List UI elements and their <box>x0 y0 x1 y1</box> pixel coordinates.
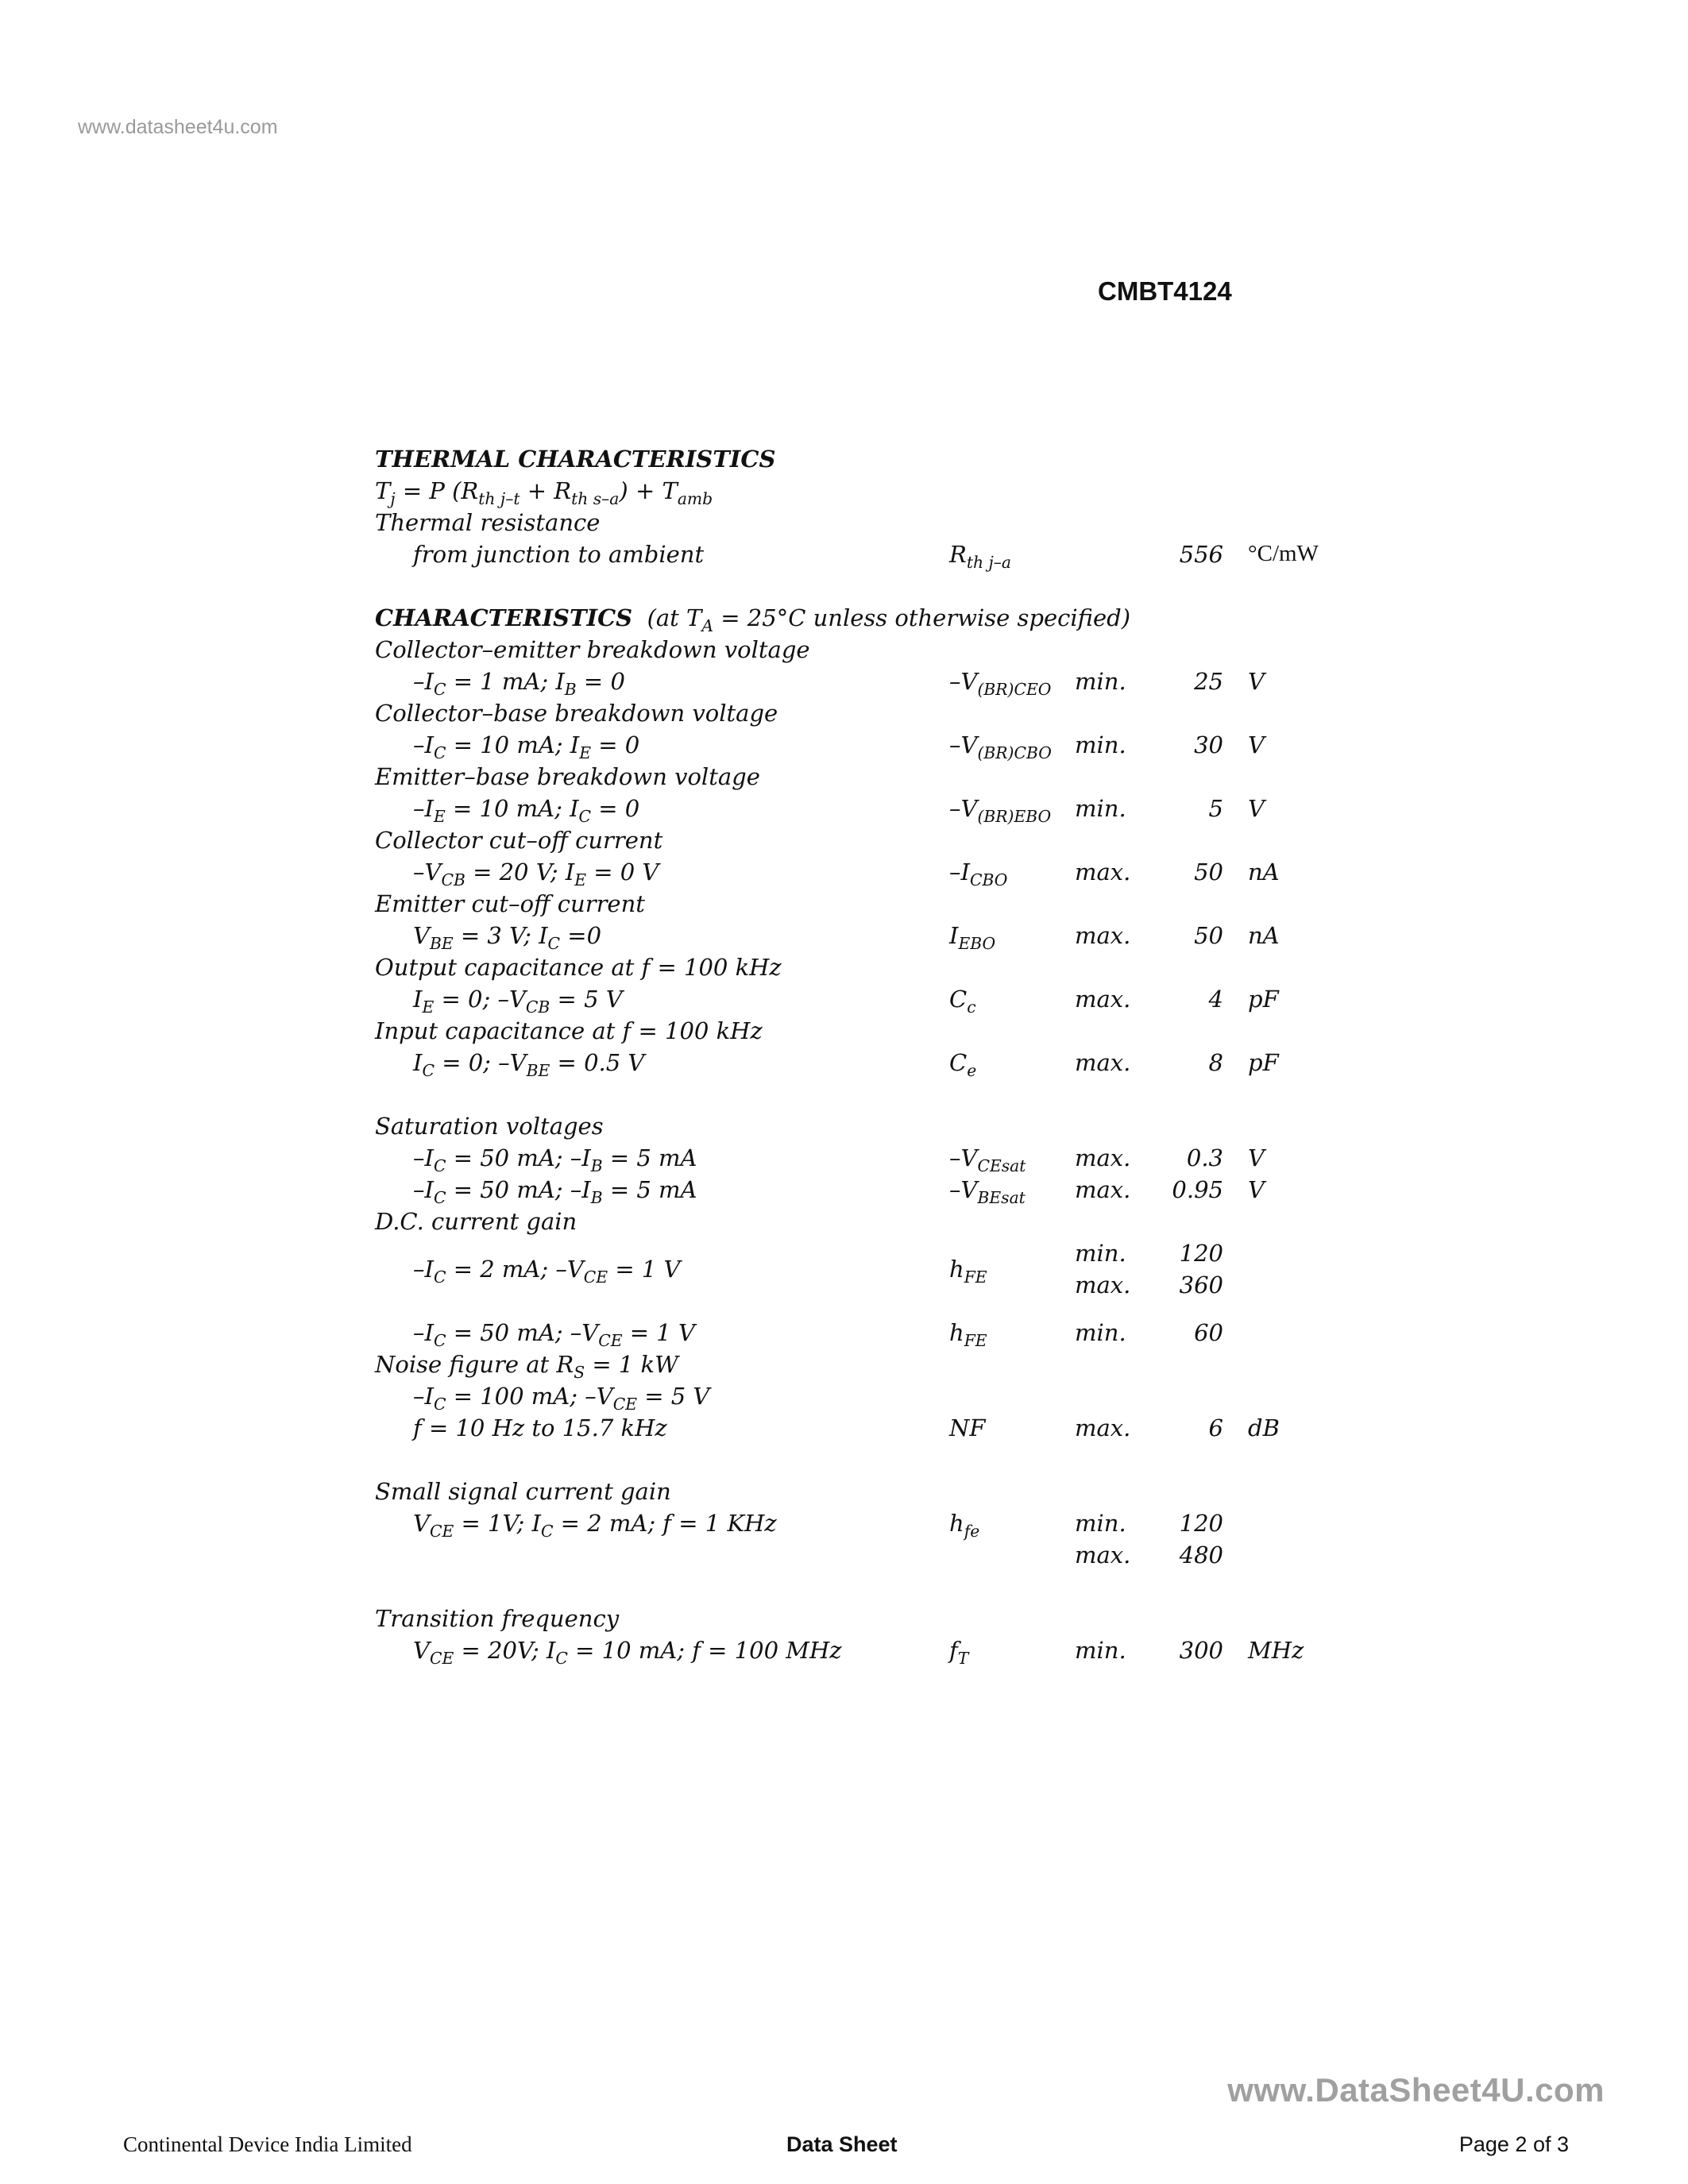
condition: $V_{BE} = 3$ V; $I_C =0$ <box>413 922 602 954</box>
condition: $I_E = 0$; $-V_{CB} = 5$ V <box>413 986 623 1017</box>
unit: dB <box>1248 1414 1280 1441</box>
characteristics-heading: CHARACTERISTICS (at $T_A = 25^\circ C$ unless otherwise specified) <box>375 604 1131 636</box>
limit: max. <box>1075 1542 1131 1569</box>
param-row-ft <box>0 1637 1688 1669</box>
limit: max. <box>1075 1414 1131 1441</box>
watermark-url-bottom: www.DataSheet4U.com <box>1227 2071 1605 2109</box>
limit: max. <box>1075 1049 1131 1076</box>
symbol: $-I_{CBO}$ <box>949 859 1008 890</box>
unit: pF <box>1248 986 1279 1013</box>
param-row-ce <box>0 1049 1688 1081</box>
symbol: $I_{EBO}$ <box>949 922 996 954</box>
thermal-resistance-label: Thermal resistance <box>375 509 601 536</box>
symbol: $-V_{BEsat}$ <box>949 1176 1026 1208</box>
thermal-resistance-condition: from junction to ambient <box>413 541 705 568</box>
limit: min. <box>1075 795 1126 822</box>
limit: min. <box>1075 1510 1126 1537</box>
thermal-resistance-unit: °C/mW <box>1248 541 1319 566</box>
unit: V <box>1248 795 1265 822</box>
limit: max. <box>1075 922 1131 949</box>
symbol: $-V_{CEsat}$ <box>949 1144 1026 1176</box>
thermal-heading: THERMAL CHARACTERISTICS <box>375 446 776 473</box>
symbol: $-V_{(BR)CEO}$ <box>949 668 1052 700</box>
condition: $-V_{CB} = 20$ V; $I_E = 0$ V <box>413 859 659 890</box>
symbol: $f_T$ <box>949 1637 969 1669</box>
param-row-hfe-small-max <box>0 1542 1688 1573</box>
condition: $I_C = 0$; $-V_{BE} = 0.5$ V <box>413 1049 645 1081</box>
param-row-hfe-small <box>0 1510 1688 1542</box>
unit: V <box>1248 1176 1265 1203</box>
symbol: $h_{FE}$ <box>949 1319 987 1351</box>
unit: V <box>1248 1144 1265 1171</box>
condition: $V_{CE} = 1V$; $I_C = 2$ mA; f = 1 KHz <box>413 1510 777 1542</box>
unit: nA <box>1248 859 1280 886</box>
limit: min. <box>1075 1319 1126 1346</box>
symbol: $-V_{(BR)CBO}$ <box>949 731 1052 763</box>
param-row-nf <box>0 1414 1688 1446</box>
limit: max. <box>1075 859 1131 886</box>
param-row-vebo <box>0 795 1688 827</box>
limit: max. <box>1075 1144 1131 1171</box>
param-label-vceo: Collector–emitter breakdown voltage <box>375 636 810 663</box>
value: 25 <box>1194 668 1223 695</box>
unit: MHz <box>1248 1637 1304 1664</box>
footer-company: Continental Device India Limited <box>123 2132 412 2156</box>
thermal-formula: $T_j = P$ $(R_{th j-t} + R_{th s-a}) + T_{amb}$ <box>375 477 713 509</box>
symbol: NF <box>949 1414 986 1441</box>
value: 6 <box>1208 1414 1223 1441</box>
condition: $-I_C = 100$ mA; $-V_{CE} = 5$ V <box>413 1383 710 1414</box>
param-label-small-signal-gain: Small signal current gain <box>375 1478 671 1505</box>
param-label-saturation: Saturation voltages <box>375 1113 604 1140</box>
value: 50 <box>1194 859 1223 886</box>
value: 4 <box>1208 986 1223 1013</box>
limit: max. <box>1075 986 1131 1013</box>
param-label-ce: Input capacitance at f = 100 kHz <box>375 1017 763 1044</box>
condition: $-I_E = 10$ mA; $I_C = 0$ <box>413 795 640 827</box>
value: 300 <box>1179 1637 1223 1664</box>
symbol: $h_{FE}$ <box>949 1256 987 1287</box>
value: 8 <box>1208 1049 1223 1076</box>
value: 360 <box>1179 1271 1223 1298</box>
thermal-resistance-value: 556 <box>1179 541 1223 568</box>
condition: $V_{CE} = 20V$; $I_C = 10$ mA; f = 100 MHz <box>413 1637 842 1669</box>
condition: $-I_C = 50$ mA; $-V_{CE} = 1$ V <box>413 1319 695 1351</box>
value: 120 <box>1179 1240 1223 1267</box>
footer-doc-type: Data Sheet <box>786 2132 898 2156</box>
unit: nA <box>1248 922 1280 949</box>
unit: V <box>1248 731 1265 758</box>
param-label-cc: Output capacitance at f = 100 kHz <box>375 954 782 981</box>
condition: $-I_C = 10$ mA; $I_E = 0$ <box>413 731 640 763</box>
param-row-icbo <box>0 859 1688 890</box>
limit: min. <box>1075 1240 1126 1267</box>
symbol: $h_{fe}$ <box>949 1510 980 1542</box>
value: 0.3 <box>1186 1144 1223 1171</box>
value: 5 <box>1208 795 1223 822</box>
condition: $-I_C = 50$ mA; $-I_B = 5$ mA <box>413 1176 697 1208</box>
value: 30 <box>1194 731 1223 758</box>
symbol: $-V_{(BR)EBO}$ <box>949 795 1052 827</box>
param-row-vcbo <box>0 731 1688 763</box>
param-label-vcbo: Collector–base breakdown voltage <box>375 700 778 727</box>
value: 60 <box>1194 1319 1223 1346</box>
value: 480 <box>1179 1542 1223 1569</box>
param-row-hfe-max <box>0 1271 1688 1303</box>
limit: max. <box>1075 1271 1131 1298</box>
value: 120 <box>1179 1510 1223 1537</box>
param-row-iebo <box>0 922 1688 954</box>
param-label-hfe: D.C. current gain <box>375 1208 577 1235</box>
condition: $-I_C = 1$ mA; $I_B = 0$ <box>413 668 625 700</box>
param-label-noise-figure: Noise figure at $R_S = 1$ kW <box>375 1351 678 1383</box>
param-row-cc <box>0 986 1688 1017</box>
limit: min. <box>1075 731 1126 758</box>
condition: f = 10 Hz to 15.7 kHz <box>413 1414 667 1441</box>
unit: V <box>1248 668 1265 695</box>
param-row-vcesat <box>0 1144 1688 1176</box>
limit: max. <box>1075 1176 1131 1203</box>
param-row-vceo <box>0 668 1688 700</box>
unit: pF <box>1248 1049 1279 1076</box>
limit: min. <box>1075 1637 1126 1664</box>
symbol: $C_c$ <box>949 986 976 1017</box>
thermal-resistance-symbol: $R_{th j-a}$ <box>949 541 1012 573</box>
param-label-icbo: Collector cut–off current <box>375 827 663 854</box>
param-label-transition-frequency: Transition frequency <box>375 1605 620 1632</box>
footer-page-number: Page 2 of 3 <box>1458 2132 1569 2156</box>
condition: $-I_C = 2$ mA; $-V_{CE} = 1$ V <box>413 1256 681 1287</box>
condition: $-I_C = 50$ mA; $-I_B = 5$ mA <box>413 1144 697 1176</box>
param-label-vebo: Emitter–base breakdown voltage <box>375 763 760 790</box>
param-row-nf-cond1 <box>0 1383 1688 1414</box>
document-title: CMBT4124 <box>1098 276 1232 306</box>
param-row-vbesat <box>0 1176 1688 1208</box>
value: 0.95 <box>1172 1176 1223 1203</box>
symbol: $C_e$ <box>949 1049 977 1081</box>
limit: min. <box>1075 668 1126 695</box>
param-row-hfe-50ma <box>0 1319 1688 1351</box>
value: 50 <box>1194 922 1223 949</box>
param-label-iebo: Emitter cut–off current <box>375 890 645 917</box>
watermark-url-top: www.datasheet4u.com <box>78 116 278 138</box>
